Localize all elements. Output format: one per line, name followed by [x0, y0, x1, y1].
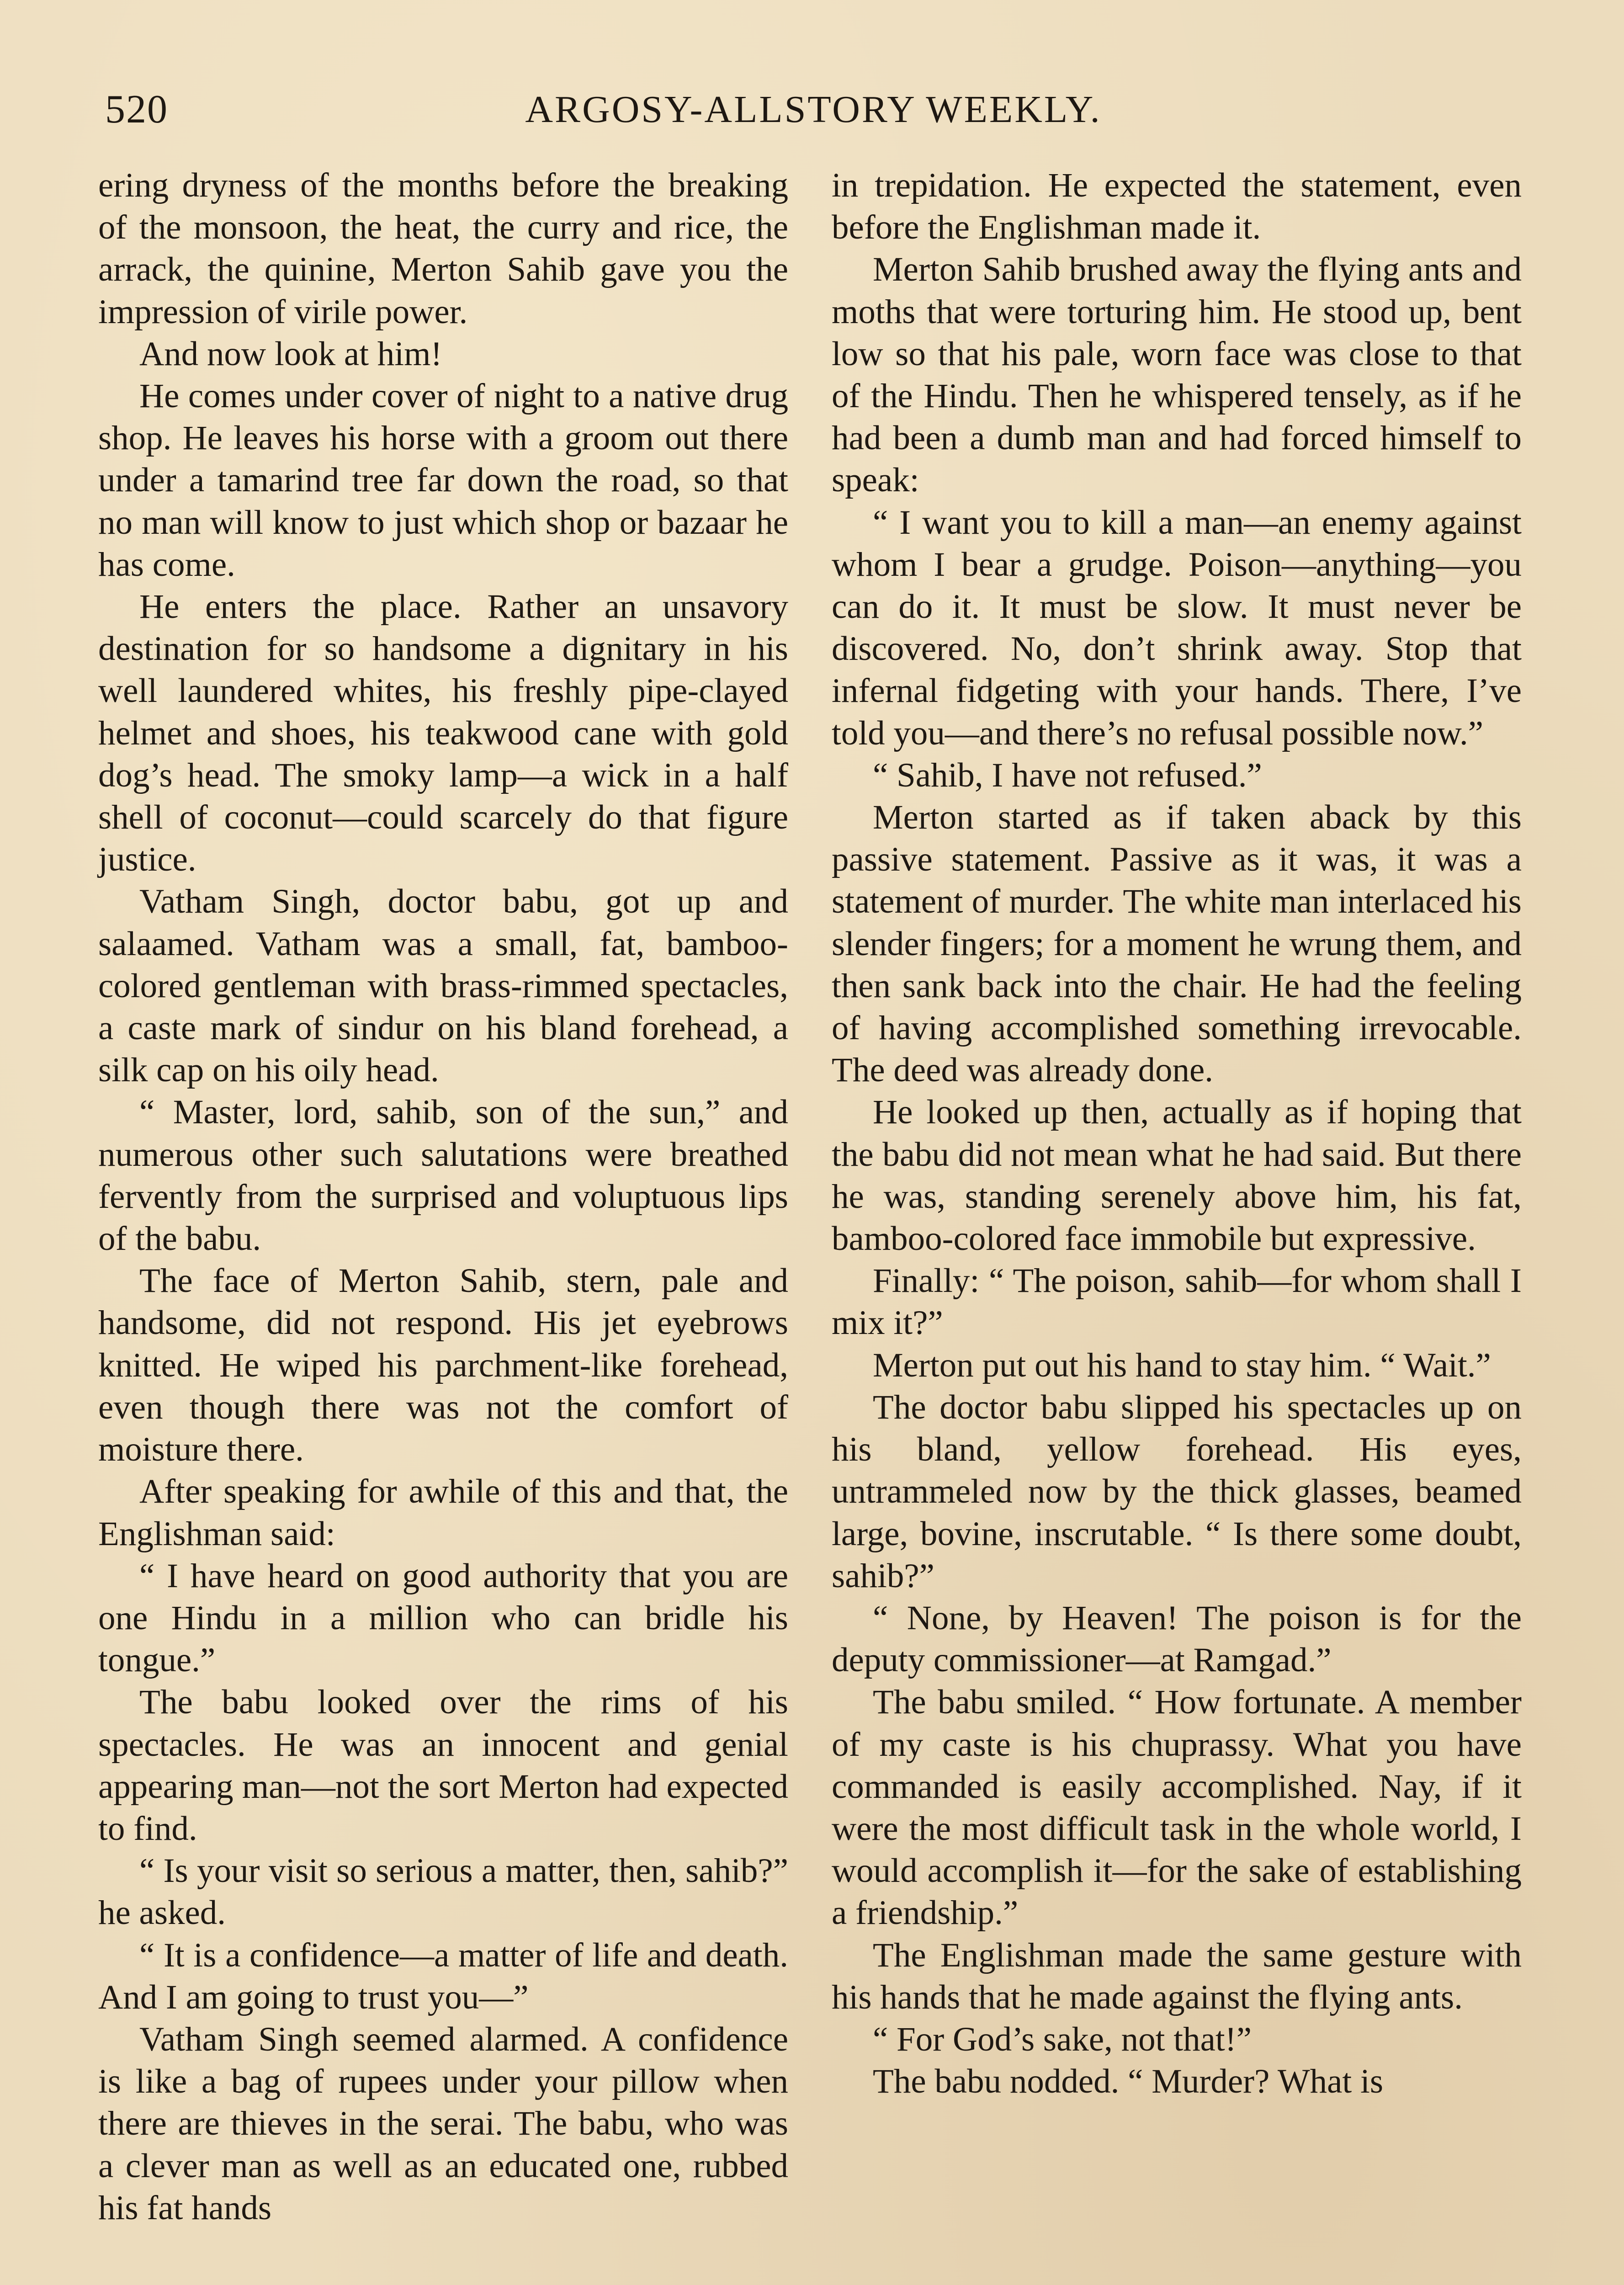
- paragraph: “ None, by Heaven! The poison is for the deputy commissioner—at Ramgad.”: [832, 1599, 1522, 1679]
- paragraph: “ For God’s sake, not that!”: [873, 2020, 1252, 2058]
- paragraph: “ I want you to kill a man—an enemy against whom I bear a grudge. Poison—anything—you can do it. It must be slow. It must never be discovered. No, don’t shrink away. Stop that infernal fidgeting with your hands. There, I’ve told you—and there’s no refusal possible now.”: [832, 503, 1522, 752]
- running-head: ARGOSY-ALLSTORY WEEKLY.: [525, 88, 1102, 131]
- paragraph: The babu looked over the rims of his spectacles. He was an innocent and genial appearing man—not the sort Merton had expected to find.: [98, 1683, 788, 1848]
- paragraph: After speaking for awhile of this and that, the Englishman said:: [98, 1472, 788, 1553]
- paragraph: “ I have heard on good authority that you are one Hindu in a million who can bridle his tongue.”: [98, 1557, 788, 1679]
- right-column: [832, 165, 1522, 2103]
- paragraph: “ Master, lord, sahib, son of the sun,” and numerous other such salutations were breathed fervently from the surprised and voluptuous lips of the babu.: [98, 1093, 788, 1258]
- paragraph: The babu smiled. “ How fortunate. A member of my caste is his chuprassy. What you have commanded is easily accomplished. Nay, if it were the most difficult task in the whole world, I would accomplish it—for the sake of establishing a friendship.”: [832, 1683, 1522, 1932]
- paragraph: The babu nodded. “ Murder? What is: [873, 2062, 1384, 2101]
- paragraph: The face of Merton Sahib, stern, pale and handsome, did not respond. His jet eyebrows knitted. He wiped his parchment-like forehead, even though there was not the comfort of moisture there.: [98, 1262, 788, 1469]
- paragraph: Merton Sahib brushed away the flying ants and moths that were torturing him. He stood up, bent low so that his pale, worn face was close to that of the Hindu. Then he whispered tensely, as if he had been a dumb man and had forced himself to speak:: [832, 250, 1522, 500]
- left-column: [98, 165, 788, 2229]
- paragraph: He enters the place. Rather an unsavory destination for so handsome a dignitary in his well laundered whites, his freshly pipe-clayed helmet and shoes, his teakwood cane with gold dog’s head. The smoky lamp—a wick in a half shell of coconut—could scarcely do that figure justice.: [98, 588, 788, 879]
- page-number: 520: [105, 87, 168, 132]
- page-header: [105, 85, 1522, 139]
- paragraph: The doctor babu slipped his spectacles up on his bland, yellow forehead. His eyes, untrammeled now by the thick glasses, beamed large, bovine, inscrutable. “ Is there some doubt, sahib?”: [832, 1388, 1522, 1595]
- paragraph: “ Sahib, I have not refused.”: [873, 756, 1262, 794]
- paragraph: The Englishman made the same gesture with his hands that he made against the flying ants.: [832, 1936, 1522, 2016]
- paragraph: Finally: “ The poison, sahib—for whom shall I mix it?”: [832, 1262, 1522, 1342]
- paragraph: “ Is your visit so serious a matter, then, sahib?” he asked.: [98, 1852, 788, 1932]
- paragraph: And now look at him!: [139, 335, 442, 373]
- paragraph: Merton started as if taken aback by this passive statement. Passive as it was, it was a statement of murder. The white man interlaced his slender fingers; for a moment he wrung them, and then sank back into the chair. He had the feeling of having accomplished something irrevocable. The deed was already done.: [832, 798, 1522, 1089]
- paragraph: Vatham Singh seemed alarmed. A confidence is like a bag of rupees under your pillow when there are thieves in the serai. The babu, who was a clever man as well as an educated one, rubbed his fat hands: [98, 2020, 788, 2227]
- paragraph: He comes under cover of night to a native drug shop. He leaves his horse with a groom out there under a tamarind tree far down the road, so that no man will know to just which shop or bazaar he has come.: [98, 377, 788, 584]
- paragraph: in trepidation. He expected the statement, even before the Englishman made it.: [832, 166, 1522, 247]
- paragraph: Vatham Singh, doctor babu, got up and salaamed. Vatham was a small, fat, bamboo-colored gentleman with brass-rimmed spectacles, a caste mark of sindur on his bland forehead, a silk cap on his oily head.: [98, 882, 788, 1089]
- paragraph: He looked up then, actually as if hoping that the babu did not mean what he had said. But there he was, standing serenely above him, his fat, bamboo-colored face immobile but expressive.: [832, 1093, 1522, 1258]
- paragraph: ering dryness of the months before the breaking of the monsoon, the heat, the curry and rice, the arrack, the quinine, Merton Sahib gave you the impression of virile power.: [98, 166, 788, 331]
- paragraph: “ It is a confidence—a matter of life and death. And I am going to trust you—”: [98, 1936, 788, 2016]
- paragraph: Merton put out his hand to stay him. “ Wait.”: [873, 1346, 1491, 1384]
